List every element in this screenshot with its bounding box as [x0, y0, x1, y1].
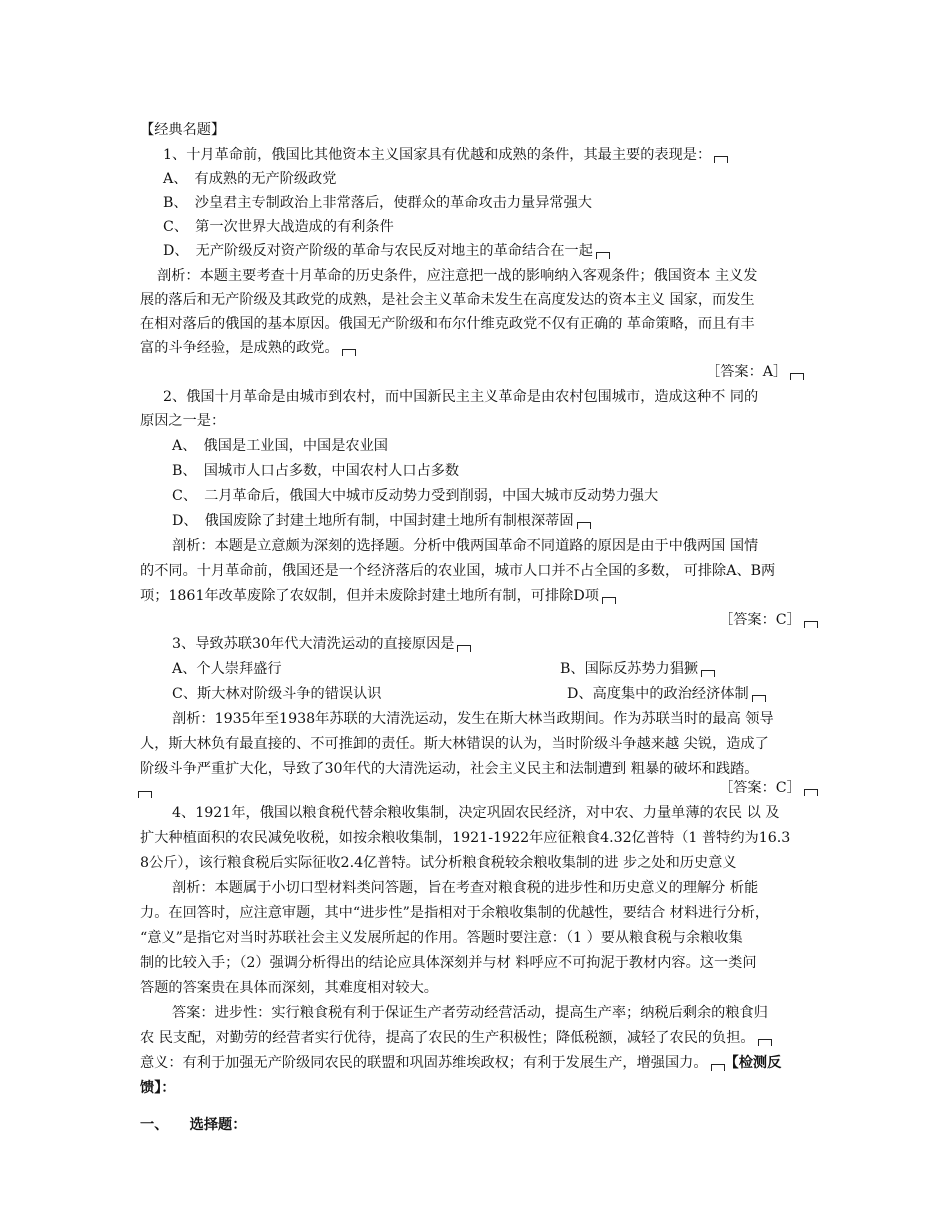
- question-1-option-d: D、 无产阶级反对资产阶级的革命与农民反对地主的革命结合在一起: [163, 241, 610, 261]
- question-1-analysis-line: 剖析：本题主要考查十月革命的历史条件，应注意把一战的影响纳入客观条件；俄国资本 主义发: [157, 268, 758, 284]
- paragraph-mark-icon: [701, 670, 715, 677]
- question-2-analysis-line: 的不同。十月革命前，俄国还是一个经济落后的农业国，城市人口并不占全国的多数， 可排除A、B两: [140, 563, 776, 579]
- paragraph-mark-icon: [711, 1064, 725, 1071]
- question-3-answer: ［答案：C］: [719, 778, 818, 798]
- question-4-answer-line: 意义：有利于加强无产阶级同农民的联盟和巩固苏维埃政权；有利于发展生产，增强国力。 【检测反: [140, 1055, 782, 1071]
- question-3-option-d: D、高度集中的政治经济体制: [567, 684, 766, 704]
- question-2-stem: 2、俄国十月革命是由城市到农村，而中国新民主主义革命是由农村包围城市，造成这种不 同的: [163, 389, 759, 405]
- question-1-analysis-line: 展的落后和无产阶级及其政党的成熟，是社会主义革命未发生在高度发达的资本主义 国家，而发生: [140, 292, 755, 308]
- question-1-option-a: A、 有成熟的无产阶级政党: [163, 171, 337, 187]
- question-3-option-b: B、国际反苏势力猖獗: [560, 659, 715, 679]
- question-4-stem: 4、1921年，俄国以粮食税代替余粮收集制，决定巩固农民经济，对中农、力量单薄的农民 以 及: [172, 805, 780, 821]
- question-2-stem: 原因之一是：: [140, 413, 226, 429]
- question-4-answer-line: 农 民支配，对勤劳的经营者实行优待，提高了农民的生产积极性；降低税额，减轻了农民的负担。: [140, 1028, 772, 1048]
- question-4-analysis-line: 制的比较入手；（2）强调分析得出的结论应具体深刻并与材 料呼应不可拘泥于教材内容。这一类问: [140, 955, 757, 971]
- feedback-title-continued: 馈】：: [140, 1080, 176, 1096]
- question-2-analysis-line: 剖析：本题是立意颇为深刻的选择题。分析中俄两国革命不同道路的原因是由于中俄两国 国情: [172, 538, 759, 554]
- question-4-stem: 扩大种植面积的农民减免收税，如按余粮收集制，1921-1922年应征粮食4.32亿普特（1 普特约为16.3: [140, 830, 791, 846]
- question-4-analysis-line: 力。在回答时，应注意审题，其中“进步性”是指相对于余粮收集制的优越性，要结合 材料进行分析，: [140, 905, 770, 921]
- question-2-answer: ［答案：C］: [719, 610, 818, 630]
- question-3-analysis-line: 人，斯大林负有最直接的、不可推卸的责任。斯大林错误的认为，当时阶级斗争越来越 尖锐，造成了: [140, 736, 769, 752]
- question-1-analysis-line: 在相对落后的俄国的基本原因。俄国无产阶级和布尔什维克政党不仅有正确的 革命策略，而且有丰: [140, 316, 755, 332]
- paragraph-mark-icon: [714, 156, 728, 163]
- question-3-analysis-line: 剖析：1935年至1938年苏联的大清洗运动，发生在斯大林当政期间。作为苏联当时的最高 领导: [172, 711, 774, 727]
- paragraph-mark-icon: [804, 621, 818, 628]
- question-2-option-b: B、 国城市人口占多数，中国农村人口占多数: [172, 463, 460, 479]
- question-2-option-d: D、 俄国废除了封建土地所有制，中国封建土地所有制根深蒂固: [172, 511, 591, 531]
- question-4-analysis-line: “意义”是指它对当时苏联社会主义发展所起的作用。答题时要注意：（1 ）要从粮食税与余粮收集: [140, 930, 743, 946]
- question-2-option-c: C、 二月革命后，俄国大中城市反动势力受到削弱，中国大城市反动势力强大: [172, 488, 659, 504]
- paragraph-mark-icon: [758, 1039, 772, 1046]
- question-4-stem: 8公斤），该行粮食税后实际征收2.4亿普特。试分析粮食税较余粮收集制的进 步之处和历史意义: [140, 855, 737, 871]
- question-3-stem: 3、导致苏联30年代大清洗运动的直接原因是: [172, 634, 471, 654]
- paragraph-mark-icon: [804, 789, 818, 796]
- question-3-option-c: C、斯大林对阶级斗争的错误认识: [172, 686, 382, 702]
- paragraph-mark-icon: [596, 252, 610, 259]
- question-3-analysis-line: 阶级斗争严重扩大化，导致了30年代的大清洗运动，社会主义民主和法制遭到 粗暴的破坏和践踏。: [140, 761, 759, 777]
- question-4-analysis-line: 剖析：本题属于小切口型材料类问答题，旨在考查对粮食税的进步性和历史意义的理解分 析能: [172, 880, 759, 896]
- paragraph-mark-icon: [138, 780, 152, 800]
- part-one-heading: 一、 选择题：: [140, 1117, 247, 1133]
- question-1-option-c: C、 第一次世界大战造成的有利条件: [163, 219, 394, 235]
- question-1-stem: 1、十月革命前，俄国比其他资本主义国家具有优越和成熟的条件，其最主要的表现是：: [163, 145, 728, 165]
- question-1-answer: ［答案：A］: [706, 362, 804, 382]
- section-title: 【经典名题】: [140, 122, 226, 138]
- feedback-title: 【检测反: [724, 1055, 782, 1071]
- paragraph-mark-icon: [577, 522, 591, 529]
- paragraph-mark-icon: [602, 597, 616, 604]
- paragraph-mark-icon: [457, 645, 471, 652]
- paragraph-mark-icon: [342, 349, 356, 356]
- question-4-answer-line: 答案：进步性：实行粮食税有利于保证生产者劳动经营活动，提高生产率；纳税后剩余的粮食归: [172, 1005, 768, 1021]
- paragraph-mark-icon: [790, 373, 804, 380]
- question-2-analysis-line: 项；1861年改革废除了农奴制，但并未废除封建土地所有制，可排除D项: [140, 586, 616, 606]
- paragraph-mark-icon: [752, 695, 766, 702]
- question-2-option-a: A、 俄国是工业国，中国是农业国: [172, 438, 388, 454]
- question-1-option-b: B、 沙皇君主专制政治上非常落后，使群众的革命攻击力量异常强大: [163, 195, 592, 211]
- question-4-analysis-line: 答题的答案贵在具体而深刻，其难度相对较大。: [140, 980, 438, 996]
- question-3-option-a: A、个人崇拜盛行: [172, 661, 282, 677]
- question-1-analysis-line: 富的斗争经验，是成熟的政党。: [140, 338, 356, 358]
